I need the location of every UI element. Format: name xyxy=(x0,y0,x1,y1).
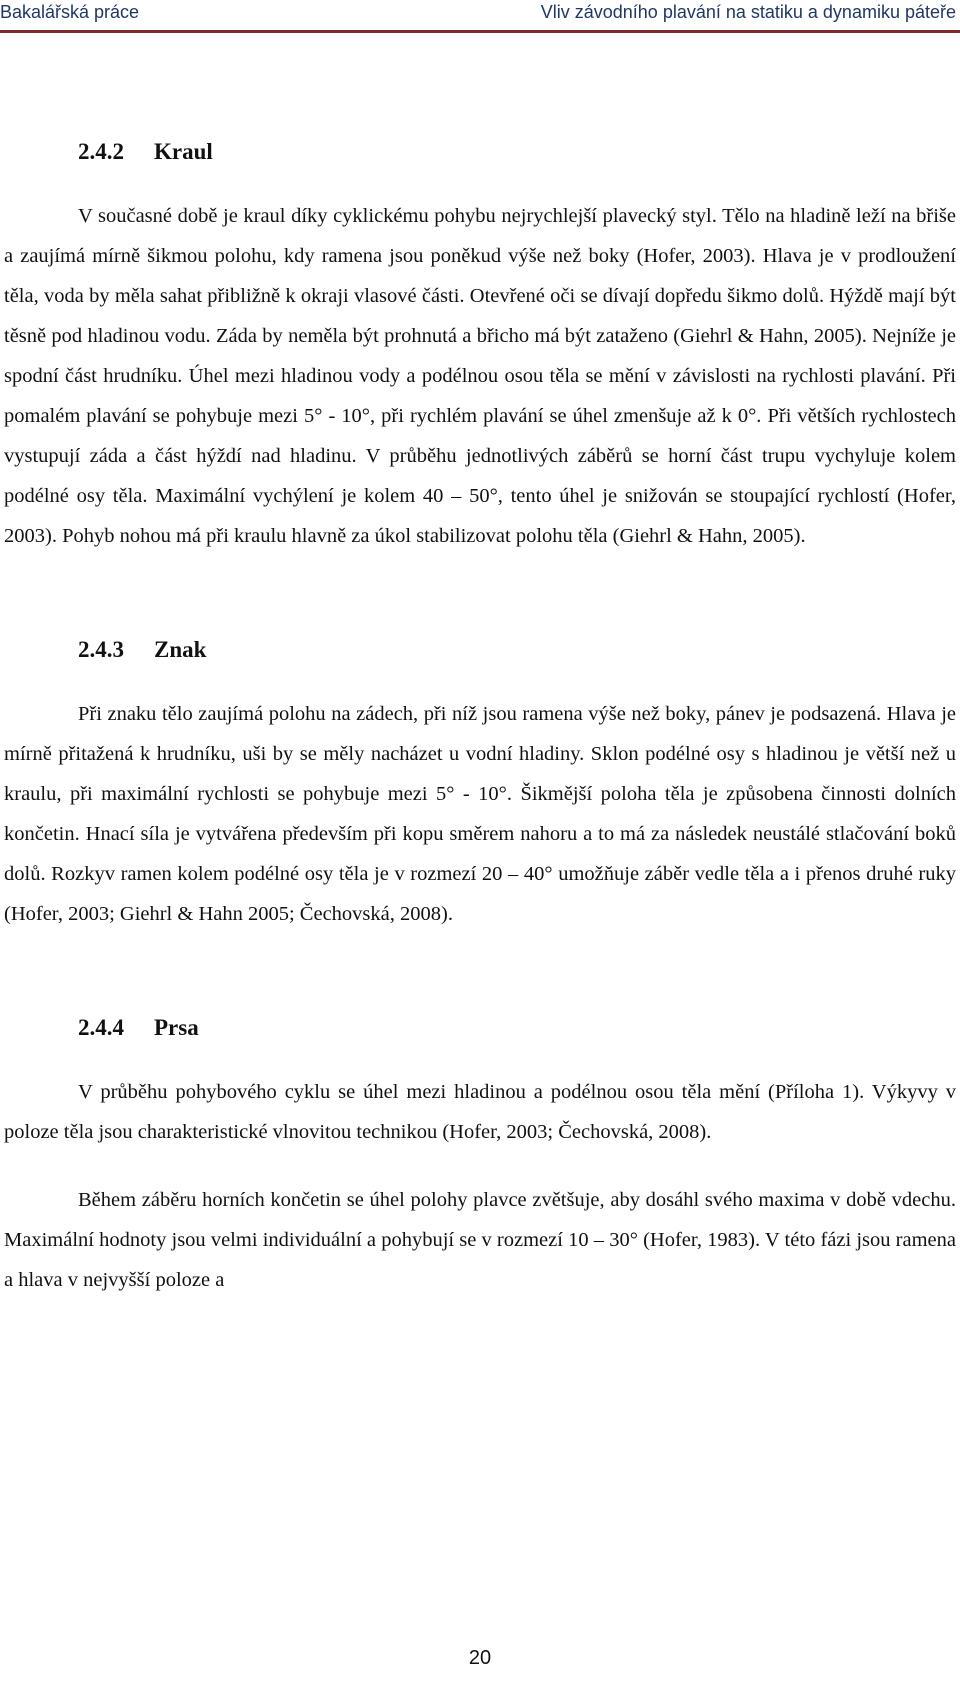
document-body xyxy=(4,130,956,1300)
header-document-title: Vliv závodního plavání na statiku a dynamiku páteře xyxy=(540,2,956,22)
section-title: Prsa xyxy=(154,1015,199,1040)
section-heading-znak xyxy=(4,628,956,672)
paragraph-prsa-2: Během záběru horních končetin se úhel polohy plavce zvětšuje, aby dosáhl svého maxima v době vdechu. Maximální hodnoty jsou velmi individuální a pohybují se v rozmezí 10 – 30° (Hofer, 1983). V této fázi jsou ramena a hlava v nejvyšší poloze a xyxy=(4,1189,956,1291)
section-title: Kraul xyxy=(154,139,213,164)
section-number: 2.4.3 xyxy=(78,637,124,662)
paragraph-znak-1: Při znaku tělo zaujímá polohu na zádech, při níž jsou ramena výše než boky, pánev je podsazená. Hlava je mírně přitažená k hrudníku, uši by se měly nacházet u vodní hladiny. Sklon podélné osy s hladinou je větší než u kraulu, při maximální rychlosti se pohybuje mezi 5° - 10°. Šikmější poloha těla je způsobena činnosti dolních končetin. Hnací síla je vytvářena především při kopu směrem nahoru a to má za následek neustálé stlačování boků dolů. Rozkyv ramen kolem podélné osy těla je v rozmezí 20 – 40° umožňuje záběr vedle těla a i přenos druhé ruky (Hofer, 2003; Giehrl & Hahn 2005; Čechovská, 2008). xyxy=(4,703,956,925)
spacer xyxy=(4,1152,956,1180)
section-heading-prsa xyxy=(4,1006,956,1050)
section-number: 2.4.2 xyxy=(78,139,124,164)
page-header xyxy=(0,0,960,34)
section-number: 2.4.4 xyxy=(78,1015,124,1040)
spacer xyxy=(4,556,956,628)
spacer xyxy=(4,934,956,1006)
section-title: Znak xyxy=(154,637,207,662)
spacer xyxy=(4,672,956,694)
header-document-type: Bakalářská práce xyxy=(0,2,140,22)
spacer xyxy=(4,1050,956,1072)
paragraph-kraul-1: V současné době je kraul díky cyklickému pohybu nejrychlejší plavecký styl. Tělo na hladině leží na břiše a zaujímá mírně šikmou polohu, kdy ramena jsou poněkud výše než boky (Hofer, 2003). Hlava je v prodloužení těla, voda by měla sahat přibližně k okraji vlasové části. Otevřené oči se dívají dopředu šikmo dolů. Hýždě mají být těsně pod hladinou vodu. Záda by neměla být prohnutá a břicho má být zataženo (Giehrl & Hahn, 2005). Nejníže je spodní část hrudníku. Úhel mezi hladinou vody a podélnou osou těla se mění v závislosti na rychlosti plavání. Při pomalém plavání se pohybuje mezi 5° - 10°, při rychlém plavání se úhel zmenšuje až k 0°. Při větších rychlostech vystupují záda a část hýždí nad hladinu. V průběhu jednotlivých záběrů se horní část trupu vychyluje kolem podélné osy těla. Maximální vychýlení je kolem 40 – 50°, tento úhel je snižován se stoupající rychlostí (Hofer, 2003). Pohyb nohou má při kraulu hlavně za úkol stabilizovat polohu těla (Giehrl & Hahn, 2005). xyxy=(4,205,956,547)
header-rule xyxy=(0,30,960,33)
section-heading-kraul xyxy=(4,130,956,174)
page-number: 20 xyxy=(468,1647,492,1669)
paragraph-prsa-1: V průběhu pohybového cyklu se úhel mezi hladinou a podélnou osou těla mění (Příloha 1). Výkyvy v poloze těla jsou charakteristické vlnovitou technikou (Hofer, 2003; Čechovská, 2008). xyxy=(4,1081,956,1143)
spacer xyxy=(4,174,956,196)
